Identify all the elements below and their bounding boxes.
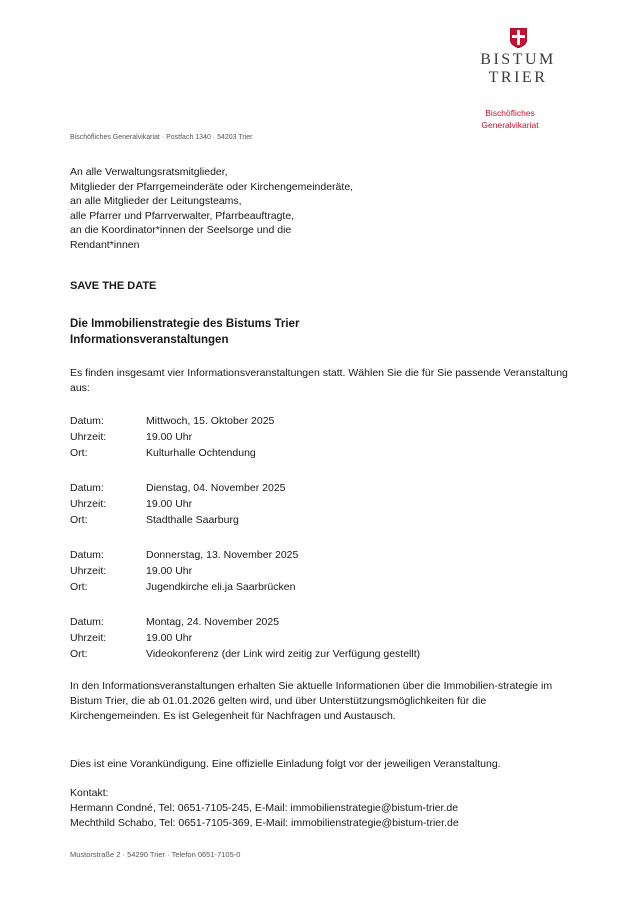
sender-address: Bischöfliches Generalvikariat · Postfach 1340 · 54203 Trier [70, 134, 253, 141]
place-label: Ort: [70, 648, 88, 660]
recipient-block [70, 165, 353, 252]
logo-sub-line1: Bischöfliches [485, 108, 535, 118]
event-date: Mittwoch, 15. Oktober 2025 [146, 415, 275, 427]
event-block-3 [70, 547, 570, 595]
recipient-line: Mitglieder der Pfarrgemeinderäte oder Kirchengemeinderäte, [70, 180, 354, 193]
contact-person: Hermann Condné, Tel: 0651-7105-245, E-Mail: immobilienstrategie@bistum-trier.de [70, 802, 459, 814]
recipient-line: an die Koordinator*innen der Seelsorge und die [70, 224, 292, 236]
event-date: Dienstag, 04. November 2025 [146, 482, 286, 494]
logo-text-bistum: BISTUM [480, 51, 556, 68]
logo-sub-line2: Generalvikariat [481, 120, 539, 130]
event-place: Videokonferenz (der Link wird zeitig zur Verfügung gestellt) [146, 648, 421, 660]
contact-heading: Kontakt: [70, 787, 109, 799]
event-block-4 [70, 614, 570, 662]
date-label: Datum: [70, 482, 104, 494]
info-paragraph: In den Informationsveranstaltungen erhalten Sie aktuelle Informationen über die Immobilien-strategie im Bistum Trier, die ab 01.01.2026 gelten wird, und über Unterstützungsmöglichkeiten für die Kirchengemeinden. Es ist Gelegenheit für Nachfragen und Austausch. [70, 680, 553, 722]
letter-headline [70, 316, 299, 348]
time-label: Uhrzeit: [70, 632, 107, 644]
footer-address: Mustorstraße 2 · 54290 Trier · Telefon 0651-7105-0 [70, 850, 241, 859]
headline-line1: Die Immobilienstrategie des Bistums Trier [70, 318, 300, 330]
event-time: 19.00 Uhr [146, 565, 193, 577]
recipient-line: alle Pfarrer und Pfarrverwalter, Pfarrbeauftragte, [70, 209, 295, 222]
event-time: 19.00 Uhr [146, 632, 193, 644]
bistum-logo [468, 28, 568, 87]
event-date: Montag, 24. November 2025 [146, 616, 280, 628]
contact-block [70, 786, 459, 831]
headline-line2: Informationsveranstaltungen [70, 334, 229, 346]
date-label: Datum: [70, 415, 104, 427]
time-label: Uhrzeit: [70, 498, 107, 510]
place-label: Ort: [70, 514, 88, 526]
date-label: Datum: [70, 549, 104, 561]
place-label: Ort: [70, 447, 88, 459]
time-label: Uhrzeit: [70, 431, 107, 443]
time-label: Uhrzeit: [70, 565, 107, 577]
place-label: Ort: [70, 581, 88, 593]
logo-subtitle [460, 107, 560, 131]
event-place: Jugendkirche eli.ja Saarbrücken [146, 581, 296, 593]
recipient-line: An alle Verwaltungsratsmitglieder, [70, 166, 228, 178]
notice-paragraph: Dies ist eine Vorankündigung. Eine offizielle Einladung folgt vor der jeweiligen Veranstaltung. [70, 758, 501, 770]
event-block-1 [70, 413, 570, 461]
recipient-line: Rendant*innen [70, 238, 140, 251]
event-place: Stadthalle Saarburg [146, 514, 239, 526]
cross-shield-icon [510, 28, 527, 48]
event-time: 19.00 Uhr [146, 498, 193, 510]
event-time: 19.00 Uhr [146, 431, 193, 443]
intro-paragraph: Es finden insgesamt vier Informationsveranstaltungen statt. Wählen Sie die für Sie passende Veranstaltung aus: [70, 367, 568, 394]
event-block-2 [70, 480, 570, 528]
contact-person: Mechthild Schabo, Tel: 0651-7105-369, E-Mail: immobilienstrategie@bistum-trier.de [70, 817, 459, 829]
event-place: Kulturhalle Ochtendung [146, 447, 256, 459]
event-date: Donnerstag, 13. November 2025 [146, 549, 299, 561]
save-the-date-heading: SAVE THE DATE [70, 280, 157, 292]
recipient-line: an alle Mitglieder der Leitungsteams, [70, 195, 242, 207]
logo-text-trier: TRIER [488, 69, 548, 86]
date-label: Datum: [70, 616, 104, 628]
